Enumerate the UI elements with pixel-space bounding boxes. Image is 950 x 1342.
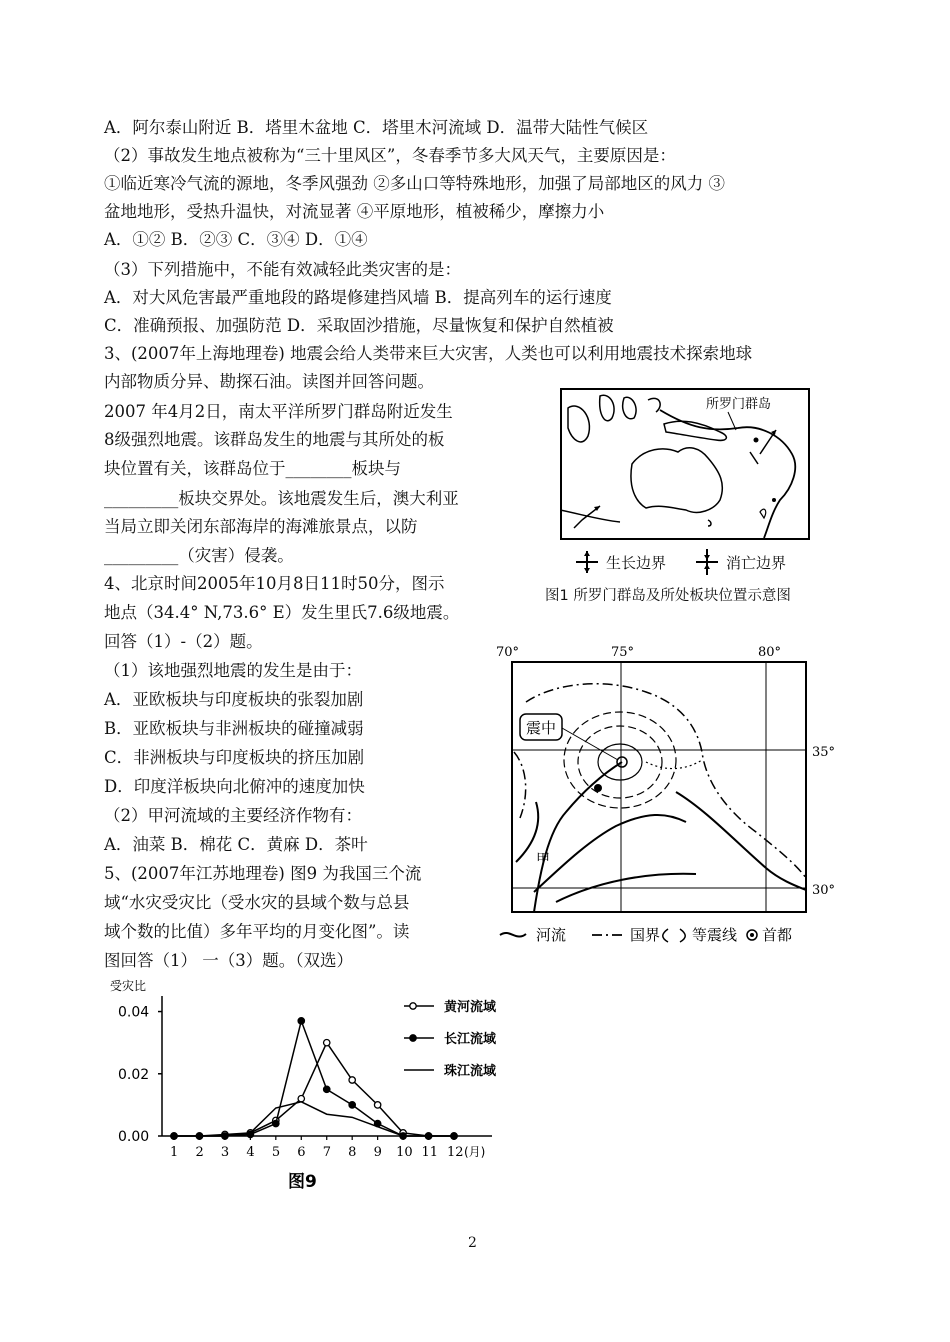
series-point-1 [374, 1102, 380, 1108]
x-tick-label: 9 [373, 1145, 382, 1160]
q4-sub2-options: A．油菜 B．棉花 C．黄麻 D．茶叶 [104, 835, 368, 854]
q2-sub2-stmt2: 盆地地形，受热升温快，对流显著 ④平原地形，植被稀少，摩擦力小 [104, 202, 605, 221]
series-line-3 [174, 1102, 454, 1136]
legend-die-label: 消亡边界 [726, 554, 787, 572]
y-tick-label: 0.00 [118, 1129, 150, 1145]
x-tick-label: 7 [322, 1145, 332, 1160]
q3-body2: 8级强烈地震。该群岛发生的地震与其所处的板 [104, 430, 445, 449]
q3-intro: 3、(2007年上海地理卷) 地震会给人类带来巨大灾害，人类也可以利用地震技术探索地球 [104, 344, 753, 363]
legend-label-3: 珠江流域 [444, 1064, 497, 1079]
figure-1-map [560, 388, 810, 540]
y-tick-label: 0.04 [118, 1004, 150, 1021]
q5-intro4: 图回答（1） 一（3）题。（双选） [104, 951, 353, 970]
q2-options: A．阿尔泰山附近 B．塔里木盆地 C．塔里木河流域 D．温带大陆性气候区 [104, 118, 649, 137]
q2-sub2: （2）事故发生地点被称为“三十里风区”，冬春季节多大风天气，主要原因是： [104, 146, 676, 165]
q3-body5: 当局立即关闭东部海岸的海滩旅景点，以防 [104, 517, 418, 536]
solomon-label: 所罗门群岛 [706, 397, 772, 412]
chart-ylabel: 受灾比 [110, 979, 147, 993]
x-tick-label: 11 [421, 1145, 439, 1160]
q3-body3: 块位置有关，该群岛位于________板块与 [104, 459, 401, 478]
q5-intro2: 域“水灾受灾比（受水灾的县域个数与总县 [104, 893, 410, 912]
q2-sub3: （3）下列措施中，不能有效减轻此类灾害的是： [104, 260, 461, 279]
q2-sub2-stmt1: ①临近寒冷气流的源地，冬季风强劲 ②多山口等特殊地形，加强了局部地区的风力 ③ [104, 174, 725, 193]
q4-intro1: 4、北京时间2005年10月8日11时50分，图示 [104, 574, 445, 593]
x-tick-label: 12 [447, 1145, 464, 1160]
q4-sub2: （2）甲河流域的主要经济作物有： [104, 806, 362, 825]
series-point-1 [324, 1039, 330, 1045]
legend-border: 国界 [630, 926, 661, 944]
lon-80: 80° [758, 645, 782, 660]
series-point-2 [273, 1120, 279, 1126]
lat-30: 30° [812, 883, 836, 898]
figure-1-caption: 图1 所罗门群岛及所处板块位置示意图 [545, 588, 791, 604]
q4-sub1-A: A．亚欧板块与印度板块的张裂加剧 [104, 690, 364, 709]
figure-9-chart [104, 976, 514, 1196]
q4-sub1-D: D．印度洋板块向北俯冲的速度加快 [104, 777, 365, 796]
x-tick-label: 1 [170, 1145, 179, 1160]
river-jia-label: 甲 [536, 852, 550, 868]
q5-intro1: 5、(2007年江苏地理卷) 图9 为我国三个流 [104, 864, 422, 883]
figure-earthquake-map [496, 642, 846, 947]
q3-intro2: 内部物质分异、勘探石油。读图并回答问题。 [104, 372, 434, 391]
q5-intro3: 域个数的比值）多年平均的月变化图”。读 [104, 922, 410, 941]
series-point-1 [349, 1077, 355, 1083]
series-point-2 [324, 1086, 330, 1092]
q4-sub1-B: B．亚欧板块与非洲板块的碰撞减弱 [104, 719, 364, 738]
series-point-2 [349, 1102, 355, 1108]
q4-intro2: 地点（34.4° N,73.6° E）发生里氏7.6级地震。 [104, 603, 460, 622]
q4-sub1: （1）该地强烈地震的发生是由于： [104, 661, 362, 680]
legend-label-2: 长江流域 [444, 1032, 497, 1047]
legend-capital: 首都 [762, 926, 793, 944]
q4-sub1-C: C．非洲板块与印度板块的挤压加剧 [104, 748, 365, 767]
lat-35: 35° [812, 745, 836, 760]
q3-body4: _________板块交界处。该地震发生后，澳大利亚 [104, 489, 459, 508]
y-tick-label: 0.02 [118, 1066, 150, 1083]
x-tick-label: 2 [195, 1145, 204, 1160]
x-tick-label: 5 [271, 1145, 281, 1160]
legend-grow-label: 生长边界 [606, 554, 667, 572]
q3-body6: _________（灾害）侵袭。 [104, 546, 294, 565]
legend-isoseismal: 等震线 [692, 926, 738, 944]
x-tick-label: 6 [297, 1145, 306, 1160]
series-point-2 [298, 1018, 304, 1024]
q2-sub3-optAB: A．对大风危害最严重地段的路堤修建挡风墙 B．提高列车的运行速度 [104, 288, 612, 307]
x-axis-label: (月) [464, 1145, 486, 1159]
chart-title: 图9 [288, 1172, 317, 1192]
q2-sub3-optCD: C．准确预报、加强防范 D．采取固沙措施，尽量恢复和保护自然植被 [104, 316, 614, 335]
chart-9-svg [104, 976, 514, 1196]
x-tick-label: 8 [348, 1145, 357, 1160]
lon-75: 75° [611, 645, 635, 660]
q3-body1: 2007 年4月2日，南太平洋所罗门群岛附近发生 [104, 402, 453, 421]
x-tick-label: 3 [220, 1145, 230, 1160]
epicenter-label: 震中 [526, 719, 557, 737]
q2-sub2-options: A．①② B．②③ C．③④ D．①④ [104, 230, 368, 249]
legend-river: 河流 [536, 926, 567, 944]
legend-marker-2 [410, 1035, 416, 1041]
legend-marker-1 [410, 1003, 416, 1009]
page-number: 2 [468, 1235, 477, 1251]
x-tick-label: 4 [246, 1145, 255, 1160]
q4-intro3: 回答（1）-（2）题。 [104, 632, 263, 651]
lon-70: 70° [496, 645, 520, 660]
series-point-1 [298, 1095, 304, 1101]
x-tick-label: 10 [396, 1145, 413, 1160]
legend-label-1: 黄河流域 [444, 1000, 497, 1015]
